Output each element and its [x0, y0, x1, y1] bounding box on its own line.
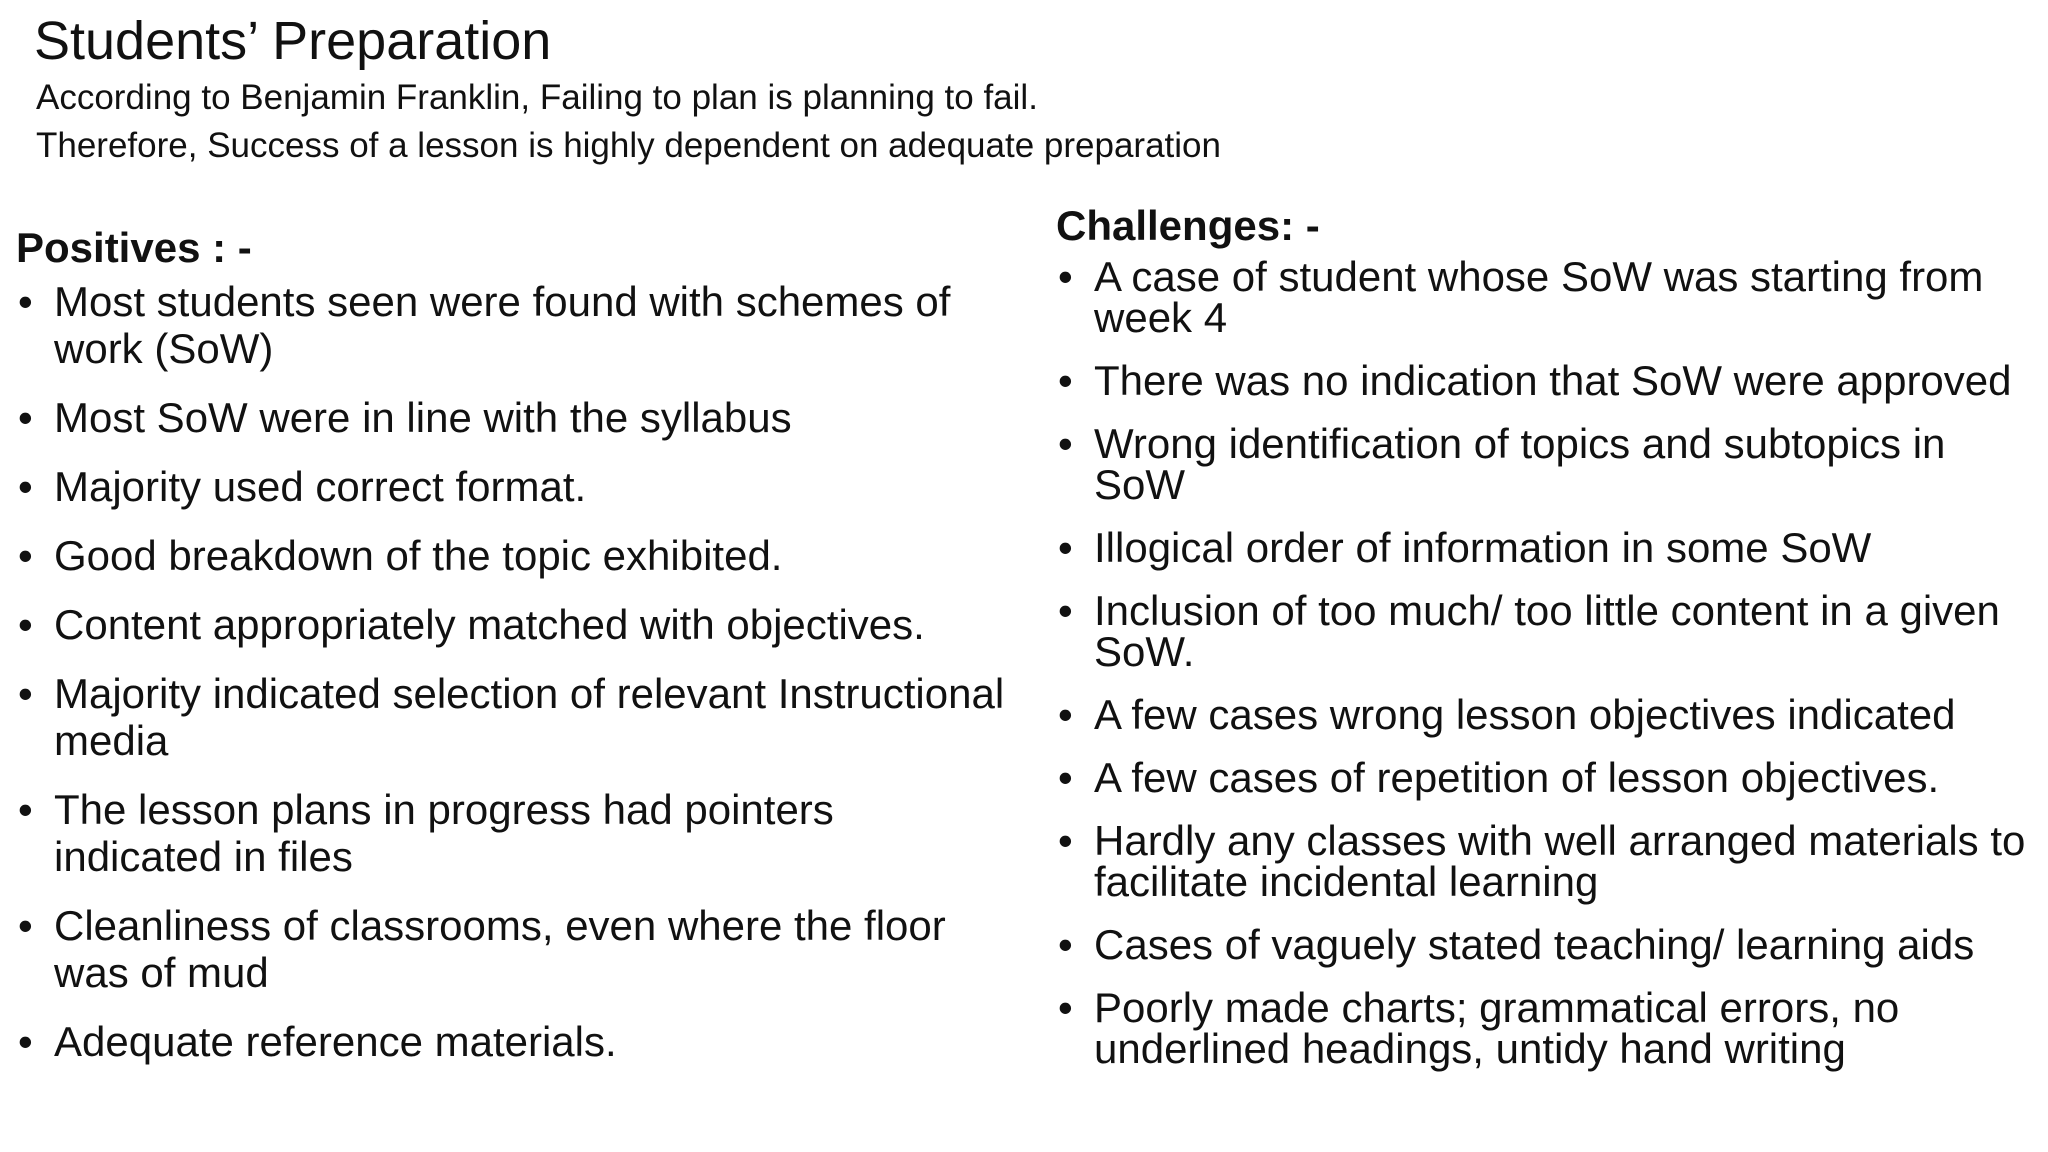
list-item: [1056, 691, 2046, 738]
list-item-text: Good breakdown of the topic exhibited.: [54, 532, 783, 579]
list-item: [1056, 587, 2046, 675]
list-item-text: Most SoW were in line with the syllabus: [54, 394, 792, 441]
slide-subtitle: [36, 74, 1221, 170]
list-item-text: Cases of vaguely stated teaching/ learning aids: [1094, 921, 1975, 968]
list-item: [16, 786, 1006, 880]
bullet-icon: •: [18, 463, 33, 510]
subtitle-line-1: According to Benjamin Franklin, Failing to plan is planning to fail.: [36, 78, 1038, 117]
list-item: [1056, 420, 2046, 508]
bullet-icon: •: [1058, 921, 1073, 968]
challenges-heading: Challenges: -: [1056, 202, 1320, 249]
list-item-text: Adequate reference materials.: [54, 1018, 617, 1065]
list-item-text: Wrong identification of topics and subtopics in SoW: [1094, 420, 1946, 508]
list-item: [1056, 817, 2046, 905]
positives-list: [16, 278, 1006, 1065]
bullet-icon: •: [1058, 253, 1073, 300]
bullet-icon: •: [18, 786, 33, 833]
list-item: [16, 394, 1006, 441]
list-item: [16, 1018, 1006, 1065]
bullet-icon: •: [1058, 984, 1073, 1031]
list-item-text: A few cases wrong lesson objectives indicated: [1094, 691, 1956, 738]
bullet-icon: •: [1058, 587, 1073, 634]
positives-column: [16, 222, 1006, 1087]
bullet-icon: •: [1058, 817, 1073, 864]
list-item: [1056, 754, 2046, 801]
list-item-text: Majority used correct format.: [54, 463, 587, 510]
list-item-text: Majority indicated selection of relevant Instructional media: [54, 670, 1005, 764]
list-item-text: A case of student whose SoW was starting from week 4: [1094, 253, 1984, 341]
bullet-icon: •: [18, 278, 33, 325]
list-item-text: There was no indication that SoW were approved: [1094, 357, 2012, 404]
bullet-icon: •: [1058, 754, 1073, 801]
slide-title: Students’ Preparation: [34, 11, 552, 71]
list-item-text: Hardly any classes with well arranged materials to facilitate incidental learning: [1094, 817, 2026, 905]
list-item: [16, 670, 1006, 764]
challenges-list: [1056, 253, 2046, 1072]
list-item: [1056, 984, 2046, 1072]
list-item-text: Inclusion of too much/ too little content in a given SoW.: [1094, 587, 2000, 675]
list-item: [1056, 524, 2046, 571]
list-item-text: The lesson plans in progress had pointers indicated in files: [54, 786, 834, 880]
list-item-text: Content appropriately matched with objectives.: [54, 601, 925, 648]
list-item-text: A few cases of repetition of lesson objectives.: [1094, 754, 1940, 801]
bullet-icon: •: [1058, 524, 1073, 571]
list-item-text: Poorly made charts; grammatical errors, no underlined headings, untidy hand writing: [1094, 984, 1900, 1072]
list-item: [1056, 357, 2046, 404]
list-item: [16, 278, 1006, 372]
list-item: [16, 601, 1006, 648]
list-item: [1056, 921, 2046, 968]
bullet-icon: •: [18, 601, 33, 648]
bullet-icon: •: [1058, 357, 1073, 404]
bullet-icon: •: [18, 394, 33, 441]
bullet-icon: •: [1058, 691, 1073, 738]
challenges-column: [1056, 200, 2046, 1091]
bullet-icon: •: [18, 670, 33, 717]
bullet-icon: •: [18, 902, 33, 949]
list-item: [1056, 253, 2046, 341]
list-item-text: Most students seen were found with schemes of work (SoW): [54, 278, 951, 372]
subtitle-line-2: Therefore, Success of a lesson is highly dependent on adequate preparation: [36, 126, 1221, 165]
list-item-text: Cleanliness of classrooms, even where the floor was of mud: [54, 902, 946, 996]
positives-heading: Positives : -: [16, 224, 252, 271]
list-item: [16, 902, 1006, 996]
list-item-text: Illogical order of information in some SoW: [1094, 524, 1872, 571]
bullet-icon: •: [1058, 420, 1073, 467]
bullet-icon: •: [18, 1018, 33, 1065]
list-item: [16, 532, 1006, 579]
bullet-icon: •: [18, 532, 33, 579]
list-item: [16, 463, 1006, 510]
